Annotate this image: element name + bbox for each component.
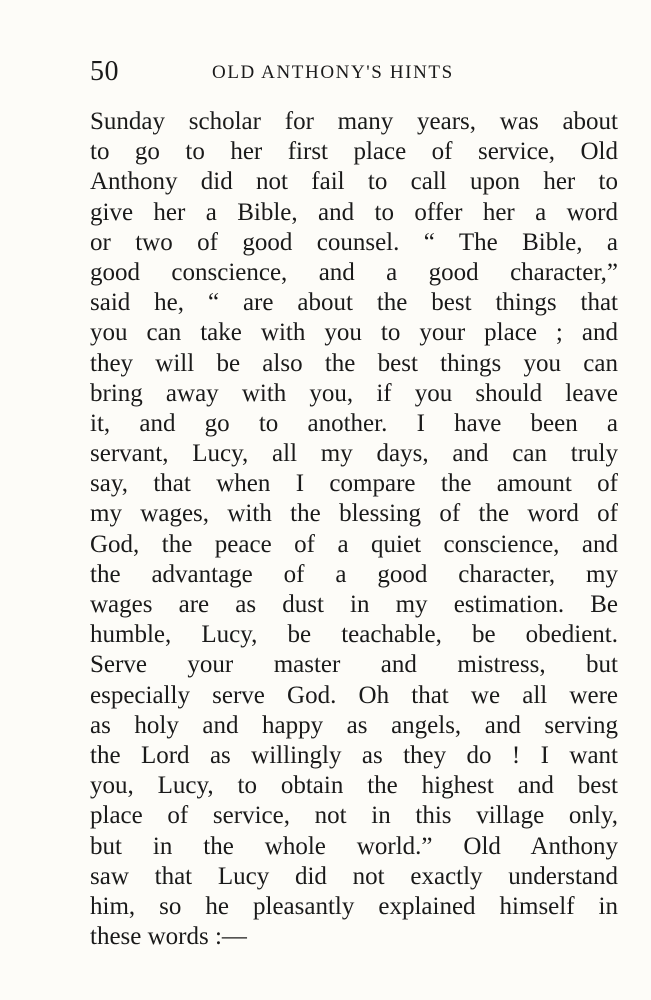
page-number: 50: [90, 56, 119, 87]
text-line: you, Lucy, to obtain the highest and best: [90, 772, 618, 800]
text-line: him, so he pleasantly explained himself in: [90, 892, 618, 920]
text-line: wages are as dust in my estimation. Be: [90, 591, 618, 618]
text-line: or two of good counsel. “ The Bible, a: [90, 228, 618, 256]
text-line: said he, “ are about the best things that: [90, 289, 618, 317]
text-line: Sunday scholar for many years, was about: [90, 108, 618, 135]
text-line: the advantage of a good character, my: [90, 560, 618, 588]
text-line: they will be also the best things you can: [90, 349, 618, 377]
text-line: say, that when I compare the amount of: [90, 470, 618, 498]
running-title: OLD ANTHONY'S HINTS: [212, 62, 454, 83]
text-line: Anthony did not fail to call upon her to: [90, 168, 618, 196]
text-line: give her a Bible, and to offer her a word: [90, 198, 618, 226]
text-line: Serve your master and mistress, but: [90, 651, 618, 679]
text-line: especially serve God. Oh that we all were: [90, 681, 618, 709]
text-line: humble, Lucy, be teachable, be obedient.: [90, 621, 618, 649]
text-line: saw that Lucy did not exactly understand: [90, 862, 618, 890]
text-line: it, and go to another. I have been a: [90, 409, 618, 437]
text-line: the Lord as willingly as they do ! I want: [90, 741, 618, 769]
text-line: to go to her first place of service, Old: [90, 138, 618, 166]
text-line: God, the peace of a quiet conscience, and: [90, 530, 618, 558]
text-line: bring away with you, if you should leave: [90, 379, 618, 407]
text-line: my wages, with the blessing of the word of: [90, 500, 618, 528]
text-line: but in the whole world.” Old Anthony: [90, 832, 618, 860]
text-line: servant, Lucy, all my days, and can truly: [90, 440, 618, 468]
text-line: good conscience, and a good character,”: [90, 258, 618, 286]
text-line-last: these words :—: [90, 923, 247, 951]
text-line: place of service, not in this village only,: [90, 802, 618, 830]
text-line: as holy and happy as angels, and serving: [90, 711, 618, 739]
body-text: [90, 107, 618, 952]
text-line: you can take with you to your place ; and: [90, 319, 618, 347]
